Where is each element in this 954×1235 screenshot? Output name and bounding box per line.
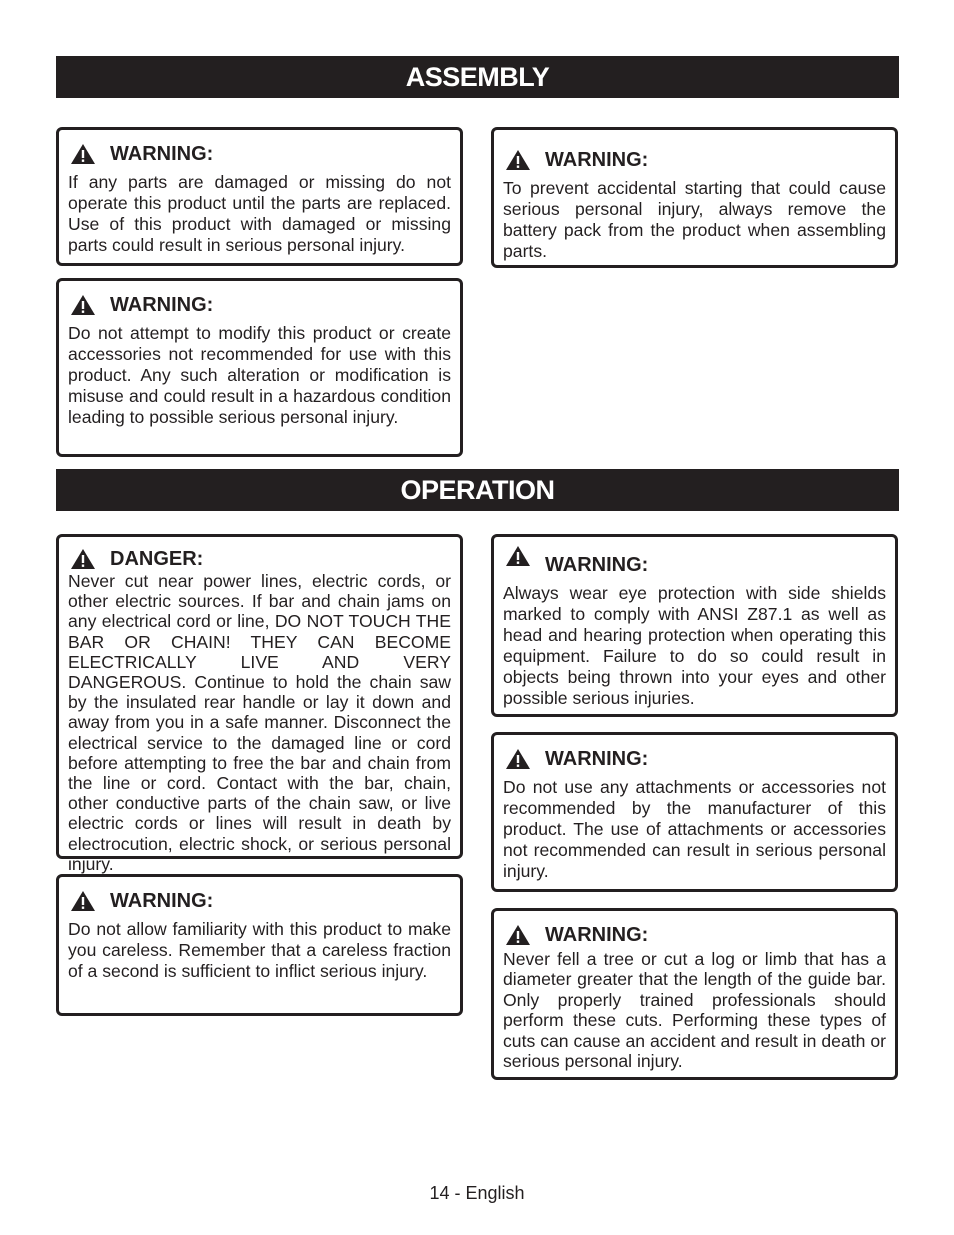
warning-heading: WARNING:: [545, 148, 649, 171]
warning-text: Do not allow familiarity with this product to make you careless. Remember that a careless fraction of a second is sufficient to inflict serious injury.: [68, 919, 451, 981]
warning-text: Do not attempt to modify this product or create accessories not recommended for use with this product. Any such alteration or modification is misuse and could result in a hazardous condition leading to possible serious personal injury.: [68, 323, 451, 427]
warning-heading: WARNING:: [110, 889, 214, 912]
warning-text: Never fell a tree or cut a log or limb that has a diameter greater that the length of the guide bar. Only properly trained professionals should perform these cuts. Performing these types of cuts can cause an accident and result in death or serious personal injury.: [503, 949, 886, 1072]
warning-text: To prevent accidental starting that could cause serious personal injury, always remove the battery pack from the product when assembling parts.: [503, 178, 886, 261]
warning-text: If any parts are damaged or missing do not operate this product until the parts are replaced. Use of this product with damaged or missing parts could result in serious personal injury.: [68, 172, 451, 255]
assembly-warning-modify: [56, 278, 463, 457]
warning-triangle-icon: [505, 545, 531, 567]
warning-triangle-icon: [505, 748, 531, 770]
warning-triangle-icon: [505, 924, 531, 946]
danger-text: Never cut near power lines, electric cords, or other electric sources. If bar and chain jams on any electrical cord or line, DO NOT TOUCH THE BAR OR CHAIN! THEY CAN BECOME ELECTRICALLY LIVE AND VERY DANGEROUS. Continue to hold the chain saw by the insulated rear handle or lay it down and away from you in a safe manner. Disconnect the electrical service to the damaged line or cord before attempting to free the bar and chain from the line or cord. Contact with the bar, chain, other conductive parts of the chain saw, or live electric cords or lines will result in death by electrocution, electric shock, or serious personal injury.: [68, 571, 451, 874]
operation-warning-attachments: [491, 732, 898, 892]
operation-header: OPERATION: [56, 469, 899, 511]
warning-text: Do not use any attachments or accessories not recommended by the manufacturer of this product. The use of attachments or accessories not recommended can result in serious personal injury.: [503, 777, 886, 881]
assembly-warning-battery: [491, 127, 898, 268]
page-footer: 14 - English: [429, 1183, 525, 1203]
assembly-header: ASSEMBLY: [56, 56, 899, 98]
warning-heading: WARNING:: [110, 293, 214, 316]
warning-heading: WARNING:: [110, 142, 214, 165]
operation-danger-power-lines: [56, 534, 463, 874]
warning-triangle-icon: [70, 294, 96, 316]
warning-heading: WARNING:: [545, 747, 649, 770]
warning-text: Always wear eye protection with side shields marked to comply with ANSI Z87.1 as well as head and hearing protection when operating this equipment. Failure to do so could result in objects being thrown into your eyes and other possible serious injuries.: [503, 583, 886, 708]
operation-warning-eye-protection: [491, 534, 898, 717]
operation-warning-felling: [491, 908, 898, 1080]
operation-warning-familiarity: [56, 874, 463, 1016]
warning-heading: WARNING:: [545, 923, 649, 946]
warning-triangle-icon: [70, 548, 96, 570]
warning-heading: WARNING:: [545, 553, 649, 576]
warning-triangle-icon: [70, 890, 96, 912]
warning-triangle-icon: [70, 143, 96, 165]
assembly-warning-parts: [56, 127, 463, 266]
danger-heading: DANGER:: [110, 547, 204, 570]
warning-triangle-icon: [505, 149, 531, 171]
